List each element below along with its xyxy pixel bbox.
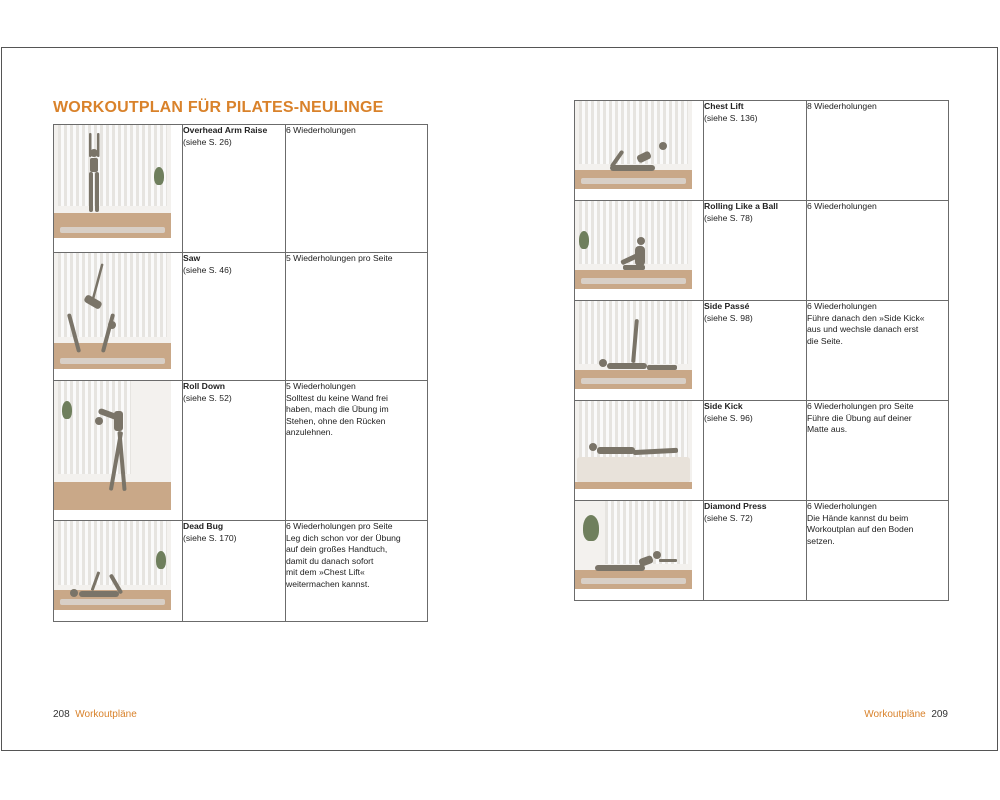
table-row [575,101,949,201]
exercise-page-ref: (siehe S. 98) [704,312,753,323]
exercise-page-ref: (siehe S. 78) [704,212,753,223]
page-number: 209 [931,709,948,720]
exercise-photo-saw [54,253,171,369]
table-row [575,301,949,401]
exercise-name: Side Kick [704,401,743,411]
table-row [575,501,949,601]
workout-table-left [53,124,428,622]
exercise-name: Overhead Arm Raise [183,125,268,135]
exercise-instruction: Workoutplan auf den Boden [807,524,914,534]
exercise-instruction: weitermachen kannst. [286,578,370,589]
exercise-page-ref: (siehe S. 46) [183,264,232,275]
section-label: Workoutpläne [864,709,926,720]
exercise-name: Dead Bug [183,521,224,531]
footer-right [864,709,948,720]
exercise-instruction: 6 Wiederholungen pro Seite [807,401,914,411]
exercise-instruction: aus und wechsle danach erst [807,324,919,334]
page-number: 208 [53,709,70,720]
exercise-instruction: mit dem »Chest Lift« [286,567,365,577]
table-row [54,253,428,381]
exercise-instruction: Führe danach den »Side Kick« [807,312,925,323]
exercise-name: Saw [183,253,201,263]
exercise-instruction: Matte aus. [807,424,848,434]
footer-left [53,709,137,720]
table-row [54,125,428,253]
exercise-instruction: 8 Wiederholungen [807,101,877,111]
table-row [54,381,428,521]
exercise-photo-chest-lift [575,101,692,189]
exercise-page-ref: (siehe S. 72) [704,512,753,523]
exercise-instruction: auf dein großes Handtuch, [286,544,388,554]
exercise-name: Chest Lift [704,101,744,111]
exercise-page-ref: (siehe S. 26) [183,136,232,147]
exercise-page-ref: (siehe S. 52) [183,392,232,403]
exercise-name: Roll Down [183,381,226,391]
section-label: Workoutpläne [75,709,137,720]
exercise-instruction: 6 Wiederholungen [807,501,877,511]
exercise-instruction: Solltest du keine Wand frei [286,392,388,403]
exercise-instruction: 6 Wiederholungen [807,301,877,311]
exercise-photo-diamond-press [575,501,692,589]
exercise-instruction: haben, mach die Übung im [286,404,389,414]
exercise-instruction: setzen. [807,535,835,546]
exercise-name: Diamond Press [704,501,767,511]
exercise-name: Side Passé [704,301,750,311]
exercise-instruction: die Seite. [807,335,843,346]
exercise-photo-roll-down [54,381,171,510]
exercise-instruction: Die Hände kannst du beim [807,512,909,523]
page-title: WORKOUTPLAN FÜR PILATES-NEULINGE [53,99,384,116]
exercise-instruction: anzulehnen. [286,427,333,437]
exercise-instruction: 6 Wiederholungen [286,125,356,135]
exercise-instruction: Leg dich schon vor der Übung [286,532,401,543]
exercise-instruction: 5 Wiederholungen pro Seite [286,253,393,263]
table-row [54,521,428,622]
exercise-photo-dead-bug [54,521,171,610]
exercise-page-ref: (siehe S. 170) [183,532,237,543]
table-row [575,401,949,501]
exercise-instruction: Stehen, ohne den Rücken [286,415,386,426]
exercise-instruction: Führe die Übung auf deiner [807,412,912,423]
workout-table-right [574,100,949,601]
exercise-instruction: 5 Wiederholungen [286,381,356,391]
exercise-instruction: 6 Wiederholungen [807,201,877,211]
exercise-page-ref: (siehe S. 136) [704,112,758,123]
exercise-photo-side-passe [575,301,692,389]
exercise-instruction: 6 Wiederholungen pro Seite [286,521,393,531]
exercise-photo-rolling-like-a-ball [575,201,692,289]
exercise-instruction: damit du danach sofort [286,555,374,566]
exercise-photo-side-kick [575,401,692,489]
exercise-name: Rolling Like a Ball [704,201,779,211]
table-row [575,201,949,301]
exercise-photo-overhead-arm-raise [54,125,171,238]
exercise-page-ref: (siehe S. 96) [704,412,753,423]
